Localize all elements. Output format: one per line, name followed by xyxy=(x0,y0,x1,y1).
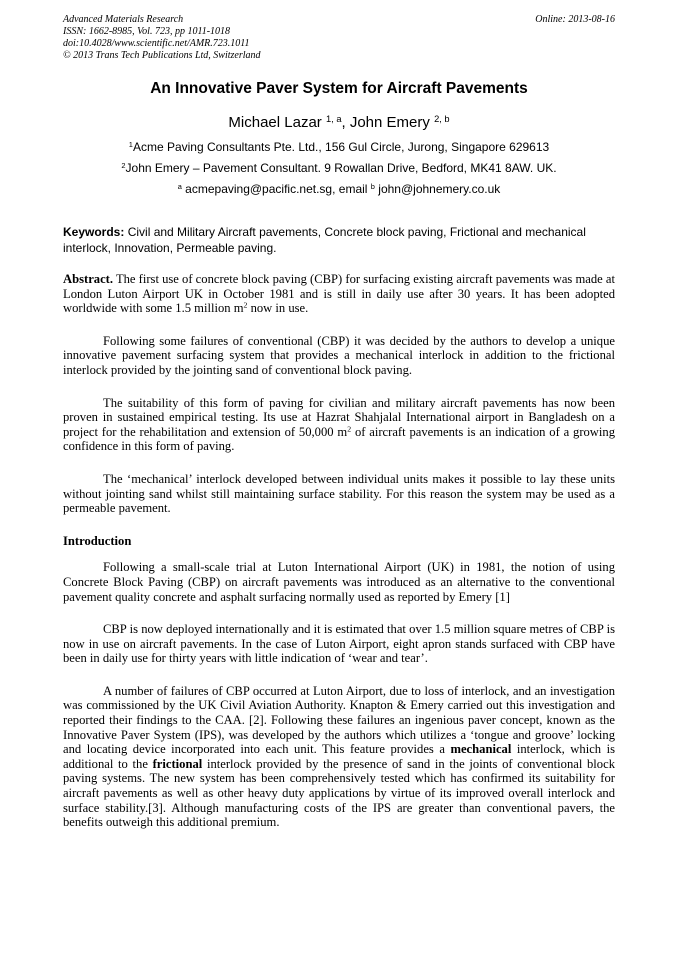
intro-p3-bold-mechanical: mechanical xyxy=(450,742,512,757)
intro-paragraph-3 xyxy=(63,684,615,830)
email-a[interactable]: acmepaving@pacific.net.sg xyxy=(185,182,333,196)
abstract-paragraph-2: Following some failures of conventional (CBP) it was decided by the authors to develop a unique innovative pavement surfacing system that provides a mechanical interlock in addition to the frictional interlock provided by the jointing sand of conventional block paving. xyxy=(63,333,615,377)
affiliation-1-superscript: 1 xyxy=(128,139,133,149)
keywords xyxy=(63,225,615,256)
author-1-superscript: 1, a xyxy=(325,113,342,124)
journal-doi: doi:10.4028/www.scientific.net/AMR.723.1011 xyxy=(63,38,250,49)
abstract-p1-superscript: 2 xyxy=(243,300,248,310)
affiliation-2-text: John Emery – Pavement Consultant. 9 Rowallan Drive, Bedford, MK41 8AW. UK. xyxy=(125,161,557,175)
affiliation-2-superscript: 2 xyxy=(121,160,126,170)
email-b[interactable]: john@johnemery.co.uk xyxy=(378,182,501,196)
email-b-superscript: b xyxy=(370,181,375,191)
author-2-superscript: 2, b xyxy=(434,113,450,124)
author-2-name: John Emery xyxy=(349,114,430,131)
intro-p3-text-c: interlock provided by the presence of sand in the joints of conventional block paving systems. The new system has been comprehensively tested which has confirmed its suitability for aircraft pavements as well as other heavy duty applications by virtue of its improved overall interlock and surface stability.[3]. Although manufacturing costs of the IPS are greater than conventional pavers, the benefits outweigh this additional premium. xyxy=(63,756,615,830)
abstract-p3-superscript: 2 xyxy=(347,424,352,434)
intro-paragraph-2: CBP is now deployed internationally and it is estimated that over 1.5 million square metres of CBP is now in use on aircraft pavements. In the case of Luton Airport, eight apron stands surfaced with CBP have been in daily use for thirty years with little indication of ‘wear and tear’. xyxy=(63,622,615,666)
keywords-label: Keywords: xyxy=(63,225,125,239)
affiliation-1-text: Acme Paving Consultants Pte. Ltd., 156 Gul Circle, Jurong, Singapore 629613 xyxy=(132,140,550,154)
author-line xyxy=(0,114,678,131)
journal-issn: ISSN: 1662-8985, Vol. 723, pp 1011-1018 xyxy=(63,26,231,37)
affiliation-1 xyxy=(0,140,678,154)
author-1-name: Michael Lazar xyxy=(228,114,322,131)
intro-p3-text-a: A number of failures of CBP occurred at Luton Airport, due to loss of interlock, and an investigation was commissioned by the UK Civil Aviation Authority. Knapton & Emery carried out this investigation and reported their findings to the CAA. [2]. Following these failures an ingenious paver concept, known as the Innovative Paver System (IPS), was developed by the authors which utilizes a ‘tongue and groove’ locking and locating device incorporated into each unit. This feature provides a xyxy=(63,683,615,757)
journal-name: Advanced Materials Research xyxy=(63,14,184,25)
keywords-text: Civil and Military Aircraft pavements, Concrete block paving, Frictional and mechanical interlock, Innovation, Permeable paving. xyxy=(63,225,586,255)
abstract-p3-end: of aircraft pavements is an indication of a growing confidence in this form of paving. xyxy=(63,424,615,454)
intro-p3-bold-frictional: frictional xyxy=(152,756,203,771)
affiliation-2 xyxy=(0,161,678,175)
journal-info xyxy=(63,14,615,62)
intro-p3-text-b: interlock, which is additional to the xyxy=(63,742,616,771)
author-separator: , xyxy=(341,114,350,131)
journal-header xyxy=(63,14,615,62)
email-a-superscript: a xyxy=(177,181,182,191)
email-separator: , email xyxy=(332,182,368,196)
section-heading-introduction: Introduction xyxy=(63,533,132,548)
paper-title: An Innovative Paver System for Aircraft Pavements xyxy=(150,80,528,97)
abstract-p1-end: now in use. xyxy=(250,301,309,316)
abstract-paragraph-4: The ‘mechanical’ interlock developed between individual units makes it possible to lay these units without jointing sand whilst still maintaining surface stability. For this reason the system may be used as a permeable pavement. xyxy=(63,471,615,516)
online-date: Online: 2013-08-16 xyxy=(535,14,615,25)
abstract-paragraph-1 xyxy=(63,272,615,316)
intro-paragraph-1: Following a small-scale trial at Luton International Airport (UK) in 1981, the notion of using Concrete Block Paving (CBP) on aircraft pavements was introduced as an alternative to the conventional pavement quality concrete and asphalt surfacing normally used as reported by Emery [1] xyxy=(63,560,615,604)
abstract-p1-text: The first use of concrete block paving (CBP) for surfacing existing aircraft pavements was made at London Luton Airport UK in October 1981 and is still in daily use after 30 years. It has been adopted worldwide with some 1.5 million m xyxy=(63,272,615,316)
paper-body xyxy=(63,272,615,848)
abstract-label: Abstract. xyxy=(63,272,114,286)
email-line xyxy=(0,182,678,196)
abstract-paragraph-3 xyxy=(63,396,615,454)
abstract-p3-text: The suitability of this form of paving for civilian and military aircraft pavements has now been proven in sustained empirical testing. Its use at Hazrat Shahjalal International airport in Bangladesh on a project for the rehabilitation and extension of 50,000 m xyxy=(63,395,615,439)
journal-copyright: © 2013 Trans Tech Publications Ltd, Switzerland xyxy=(63,50,261,61)
